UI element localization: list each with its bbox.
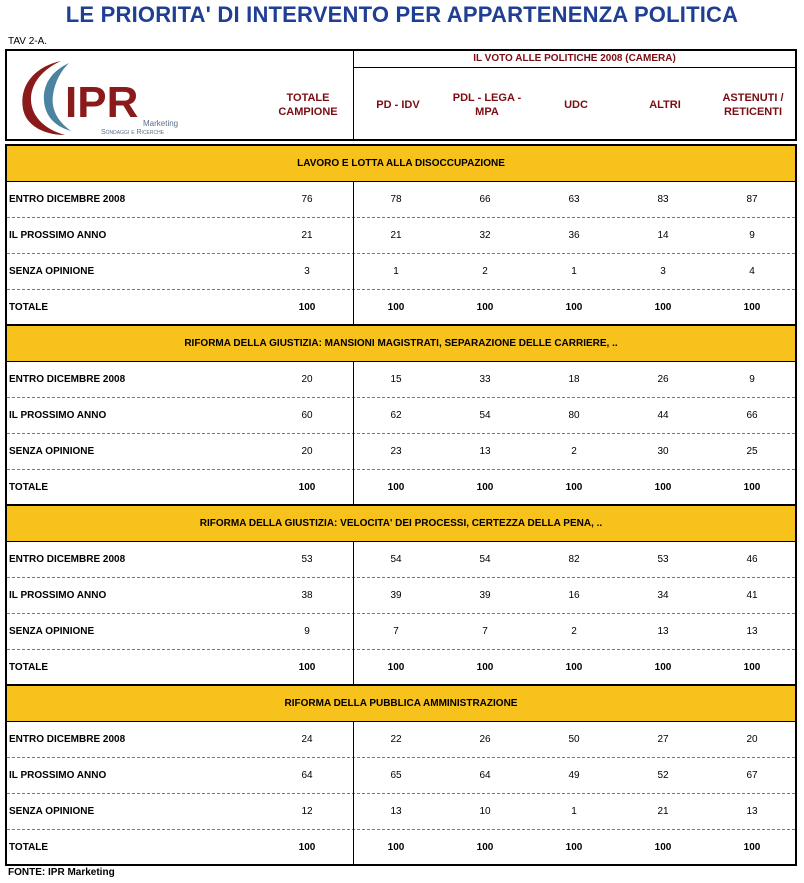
value-cell: 100: [743, 662, 761, 673]
value-cell: 9: [304, 626, 310, 637]
data-table: [5, 144, 797, 866]
value-cell: 2: [571, 446, 577, 457]
value-cell: 7: [393, 626, 399, 637]
col-ast-line1: ASTENUTI /: [722, 92, 784, 104]
value-cell: 3: [660, 266, 666, 277]
page-title: LE PRIORITA' DI INTERVENTO PER APPARTENENZA POLITICA: [65, 2, 739, 27]
section-heading: RIFORMA DELLA PUBBLICA AMMINISTRAZIONE: [7, 686, 795, 722]
value-cell: 41: [746, 590, 758, 601]
col-astenuti-reticenti: [709, 91, 797, 119]
value-cell: 9: [749, 230, 755, 241]
value-cell: 60: [301, 410, 313, 421]
value-cell: 100: [298, 482, 316, 493]
value-cell: 100: [654, 842, 672, 853]
table-row: [7, 614, 795, 650]
col-totale-line2: CAMPIONE: [278, 106, 338, 118]
value-cell: 54: [479, 554, 491, 565]
value-cell: 20: [746, 734, 758, 745]
row-label: TOTALE: [9, 662, 49, 673]
row-label: IL PROSSIMO ANNO: [9, 770, 107, 781]
value-cell: 67: [746, 770, 758, 781]
value-cell: 100: [565, 842, 583, 853]
value-cell: 100: [654, 482, 672, 493]
row-label: ENTRO DICEMBRE 2008: [9, 734, 126, 745]
value-cell: 100: [476, 482, 494, 493]
value-cell: 100: [387, 302, 405, 313]
svg-text:IPR: IPR: [65, 78, 139, 127]
col-pdl-line1: PDL - LEGA -: [452, 92, 522, 104]
value-cell: 39: [479, 590, 491, 601]
value-cell: 100: [476, 302, 494, 313]
value-cell: 33: [479, 374, 491, 385]
value-cell: 1: [393, 266, 399, 277]
column-divider: [353, 362, 354, 506]
row-label: IL PROSSIMO ANNO: [9, 590, 107, 601]
value-cell: 13: [657, 626, 669, 637]
column-divider: [353, 182, 354, 326]
value-cell: 13: [390, 806, 402, 817]
row-label: ENTRO DICEMBRE 2008: [9, 554, 126, 565]
section-heading: RIFORMA DELLA GIUSTIZIA: VELOCITA' DEI PROCESSI, CERTEZZA DELLA PENA, ..: [7, 506, 795, 542]
total-row: [7, 290, 795, 326]
value-cell: 34: [657, 590, 669, 601]
value-cell: 7: [482, 626, 488, 637]
value-cell: 100: [654, 302, 672, 313]
value-cell: 25: [746, 446, 758, 457]
total-row: [7, 830, 795, 866]
table-row: [7, 434, 795, 470]
value-cell: 13: [746, 806, 758, 817]
value-cell: 21: [390, 230, 402, 241]
logo-marketing: Marketing: [143, 119, 179, 128]
value-cell: 100: [565, 662, 583, 673]
value-cell: 100: [476, 842, 494, 853]
value-cell: 64: [301, 770, 313, 781]
row-label: ENTRO DICEMBRE 2008: [9, 374, 126, 385]
value-cell: 100: [298, 842, 316, 853]
value-cell: 13: [746, 626, 758, 637]
value-cell: 32: [479, 230, 491, 241]
table-row: [7, 542, 795, 578]
value-cell: 46: [746, 554, 758, 565]
row-label: SENZA OPINIONE: [9, 266, 95, 277]
value-cell: 44: [657, 410, 669, 421]
value-cell: 3: [304, 266, 310, 277]
section-heading: LAVORO E LOTTA ALLA DISOCCUPAZIONE: [7, 146, 795, 182]
ipr-logo: [13, 57, 183, 137]
value-cell: 21: [301, 230, 313, 241]
table-header: [5, 49, 797, 141]
value-cell: 100: [743, 482, 761, 493]
value-cell: 39: [390, 590, 402, 601]
col-pdl-line2: MPA: [475, 106, 499, 118]
row-label: ENTRO DICEMBRE 2008: [9, 194, 126, 205]
row-label: SENZA OPINIONE: [9, 806, 95, 817]
value-cell: 54: [479, 410, 491, 421]
table-row: [7, 722, 795, 758]
value-cell: 10: [479, 806, 491, 817]
table-row: [7, 254, 795, 290]
vote-group-title: IL VOTO ALLE POLITICHE 2008 (CAMERA): [354, 51, 795, 68]
value-cell: 65: [390, 770, 402, 781]
row-label: IL PROSSIMO ANNO: [9, 230, 107, 241]
value-cell: 12: [301, 806, 313, 817]
value-cell: 100: [387, 662, 405, 673]
value-cell: 100: [743, 842, 761, 853]
table-row: [7, 218, 795, 254]
value-cell: 15: [390, 374, 402, 385]
value-cell: 53: [657, 554, 669, 565]
value-cell: 1: [571, 266, 577, 277]
value-cell: 62: [390, 410, 402, 421]
value-cell: 21: [657, 806, 669, 817]
col-altri: ALTRI: [649, 99, 681, 111]
value-cell: 64: [479, 770, 491, 781]
value-cell: 20: [301, 446, 313, 457]
value-cell: 100: [298, 662, 316, 673]
value-cell: 66: [746, 410, 758, 421]
table-code: TAV 2-A.: [8, 36, 48, 47]
value-cell: 36: [568, 230, 580, 241]
value-cell: 24: [301, 734, 313, 745]
value-cell: 80: [568, 410, 580, 421]
col-pd-idv: PD - IDV: [376, 99, 420, 111]
row-label: TOTALE: [9, 482, 49, 493]
value-cell: 38: [301, 590, 313, 601]
value-cell: 76: [301, 194, 313, 205]
col-totale-line1: TOTALE: [286, 92, 330, 104]
value-cell: 66: [479, 194, 491, 205]
value-cell: 100: [565, 482, 583, 493]
value-cell: 4: [749, 266, 755, 277]
value-cell: 49: [568, 770, 580, 781]
col-ast-line2: RETICENTI: [723, 106, 783, 118]
col-totale-campione: [273, 91, 343, 119]
value-cell: 22: [390, 734, 402, 745]
value-cell: 100: [743, 302, 761, 313]
value-cell: 100: [298, 302, 316, 313]
value-cell: 100: [565, 302, 583, 313]
col-udc: UDC: [564, 99, 588, 111]
value-cell: 9: [749, 374, 755, 385]
table-row: [7, 794, 795, 830]
value-cell: 63: [568, 194, 580, 205]
value-cell: 50: [568, 734, 580, 745]
value-cell: 26: [657, 374, 669, 385]
total-row: [7, 470, 795, 506]
value-cell: 52: [657, 770, 669, 781]
table-row: [7, 398, 795, 434]
value-cell: 100: [387, 482, 405, 493]
logo-sondaggi: Sondaggi e Ricerche: [101, 129, 165, 136]
table-row: [7, 182, 795, 218]
value-cell: 82: [568, 554, 580, 565]
table-row: [7, 578, 795, 614]
value-cell: 27: [657, 734, 669, 745]
value-cell: 54: [390, 554, 402, 565]
value-cell: 23: [390, 446, 402, 457]
value-cell: 100: [654, 662, 672, 673]
value-cell: 20: [301, 374, 313, 385]
table-row: [7, 362, 795, 398]
row-label: TOTALE: [9, 302, 49, 313]
row-label: SENZA OPINIONE: [9, 446, 95, 457]
value-cell: 83: [657, 194, 669, 205]
value-cell: 30: [657, 446, 669, 457]
section-heading: RIFORMA DELLA GIUSTIZIA: MANSIONI MAGISTRATI, SEPARAZIONE DELLE CARRIERE, ..: [7, 326, 795, 362]
total-row: [7, 650, 795, 686]
row-label: SENZA OPINIONE: [9, 626, 95, 637]
value-cell: 2: [571, 626, 577, 637]
value-cell: 78: [390, 194, 402, 205]
value-cell: 16: [568, 590, 580, 601]
row-label: TOTALE: [9, 842, 49, 853]
col-pdl-lega-mpa: [442, 91, 532, 119]
row-label: IL PROSSIMO ANNO: [9, 410, 107, 421]
value-cell: 18: [568, 374, 580, 385]
value-cell: 14: [657, 230, 669, 241]
value-cell: 100: [476, 662, 494, 673]
source-note: FONTE: IPR Marketing: [8, 867, 115, 878]
value-cell: 100: [387, 842, 405, 853]
value-cell: 87: [746, 194, 758, 205]
column-divider: [353, 542, 354, 686]
value-cell: 2: [482, 266, 488, 277]
table-row: [7, 758, 795, 794]
value-cell: 26: [479, 734, 491, 745]
column-divider: [353, 722, 354, 866]
value-cell: 53: [301, 554, 313, 565]
value-cell: 1: [571, 806, 577, 817]
value-cell: 13: [479, 446, 491, 457]
